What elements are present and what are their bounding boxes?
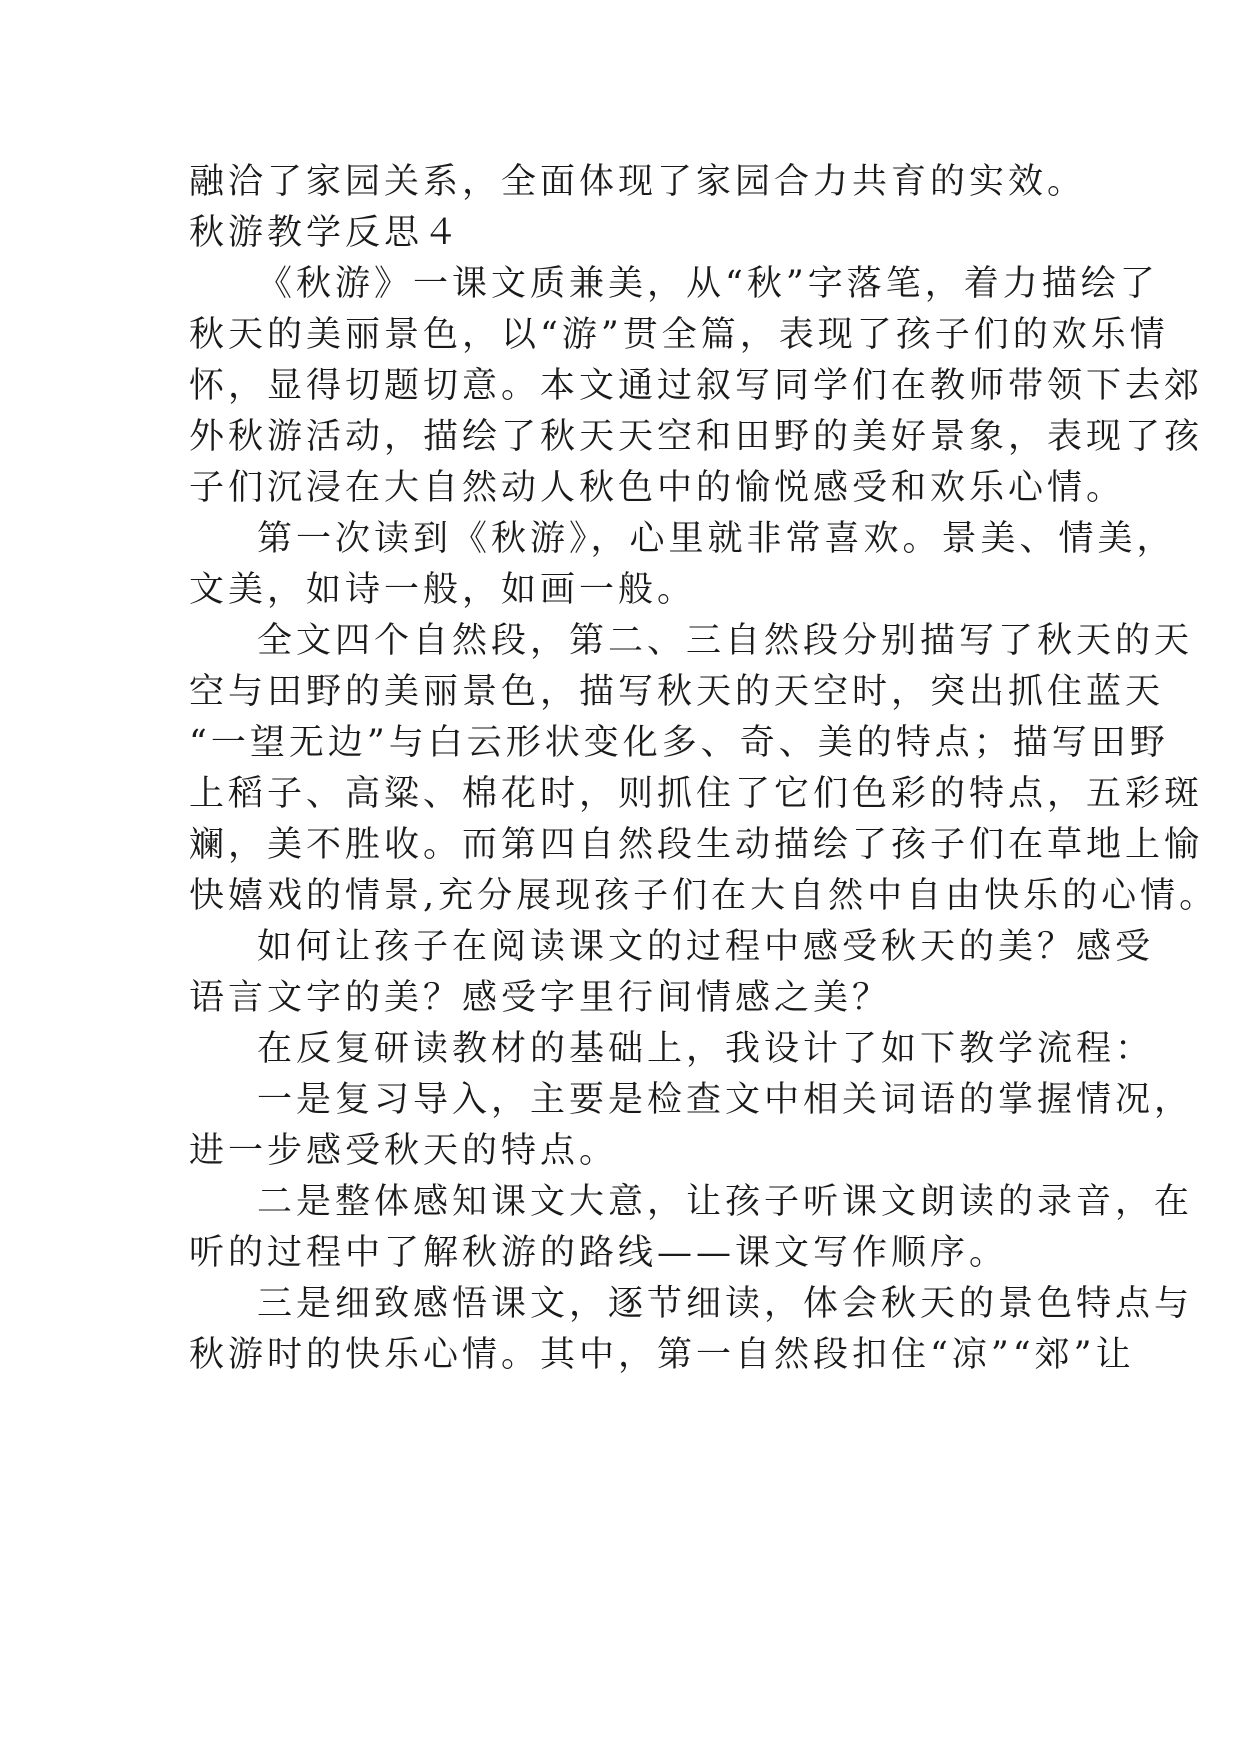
text-line: 快嬉戏的情景,充分展现孩子们在大自然中自由快乐的心情。 (189, 876, 1219, 916)
text-line: 怀，显得切题切意。本文通过叙写同学们在教师带领下去郊 (189, 366, 1204, 406)
text-line: “一望无边”与白云形状变化多、奇、美的特点；描写田野 (189, 723, 1169, 763)
text-line: 第一次读到《秋游》，心里就非常喜欢。景美、情美， (257, 519, 1176, 559)
text-line: 融洽了家园关系，全面体现了家园合力共育的实效。 (189, 162, 1087, 202)
text-line: 文美，如诗一般，如画一般。 (189, 570, 697, 610)
text-line: 秋游时的快乐心情。其中，第一自然段扣住“凉”“郊”让 (189, 1335, 1135, 1375)
text-line: 进一步感受秋天的特点。 (189, 1131, 619, 1171)
text-line: 外秋游活动，描绘了秋天天空和田野的美好景象，表现了孩 (189, 417, 1204, 457)
text-line: 一是复习导入，主要是检查文中相关词语的掌握情况， (257, 1080, 1194, 1120)
text-line: 空与田野的美丽景色，描写秋天的天空时，突出抓住蓝天 (189, 672, 1165, 712)
text-line: 秋天的美丽景色，以“游”贯全篇，表现了孩子们的欢乐情 (189, 315, 1169, 355)
text-line: 在反复研读教材的基础上，我设计了如下教学流程： (257, 1029, 1155, 1069)
text-line: 三是细致感悟课文，逐节细读，体会秋天的景色特点与 (257, 1284, 1194, 1324)
text-line: 如何让孩子在阅读课文的过程中感受秋天的美？感受 (257, 927, 1155, 967)
text-line: 全文四个自然段，第二、三自然段分别描写了秋天的天 (257, 621, 1194, 661)
text-line: 上稻子、高粱、棉花时，则抓住了它们色彩的特点，五彩斑 (189, 774, 1204, 814)
text-line: 斓，美不胜收。而第四自然段生动描绘了孩子们在草地上愉 (189, 825, 1204, 865)
section-heading: 秋游教学反思４ (189, 213, 463, 253)
text-line: 《秋游》一课文质兼美，从“秋”字落笔，着力描绘了 (257, 264, 1159, 304)
text-line: 听的过程中了解秋游的路线——课文写作顺序。 (189, 1233, 1009, 1273)
text-line: 二是整体感知课文大意，让孩子听课文朗读的录音，在 (257, 1182, 1194, 1222)
text-line: 子们沉浸在大自然动人秋色中的愉悦感受和欢乐心情。 (189, 468, 1126, 508)
text-line: 语言文字的美？感受字里行间情感之美？ (189, 978, 892, 1018)
